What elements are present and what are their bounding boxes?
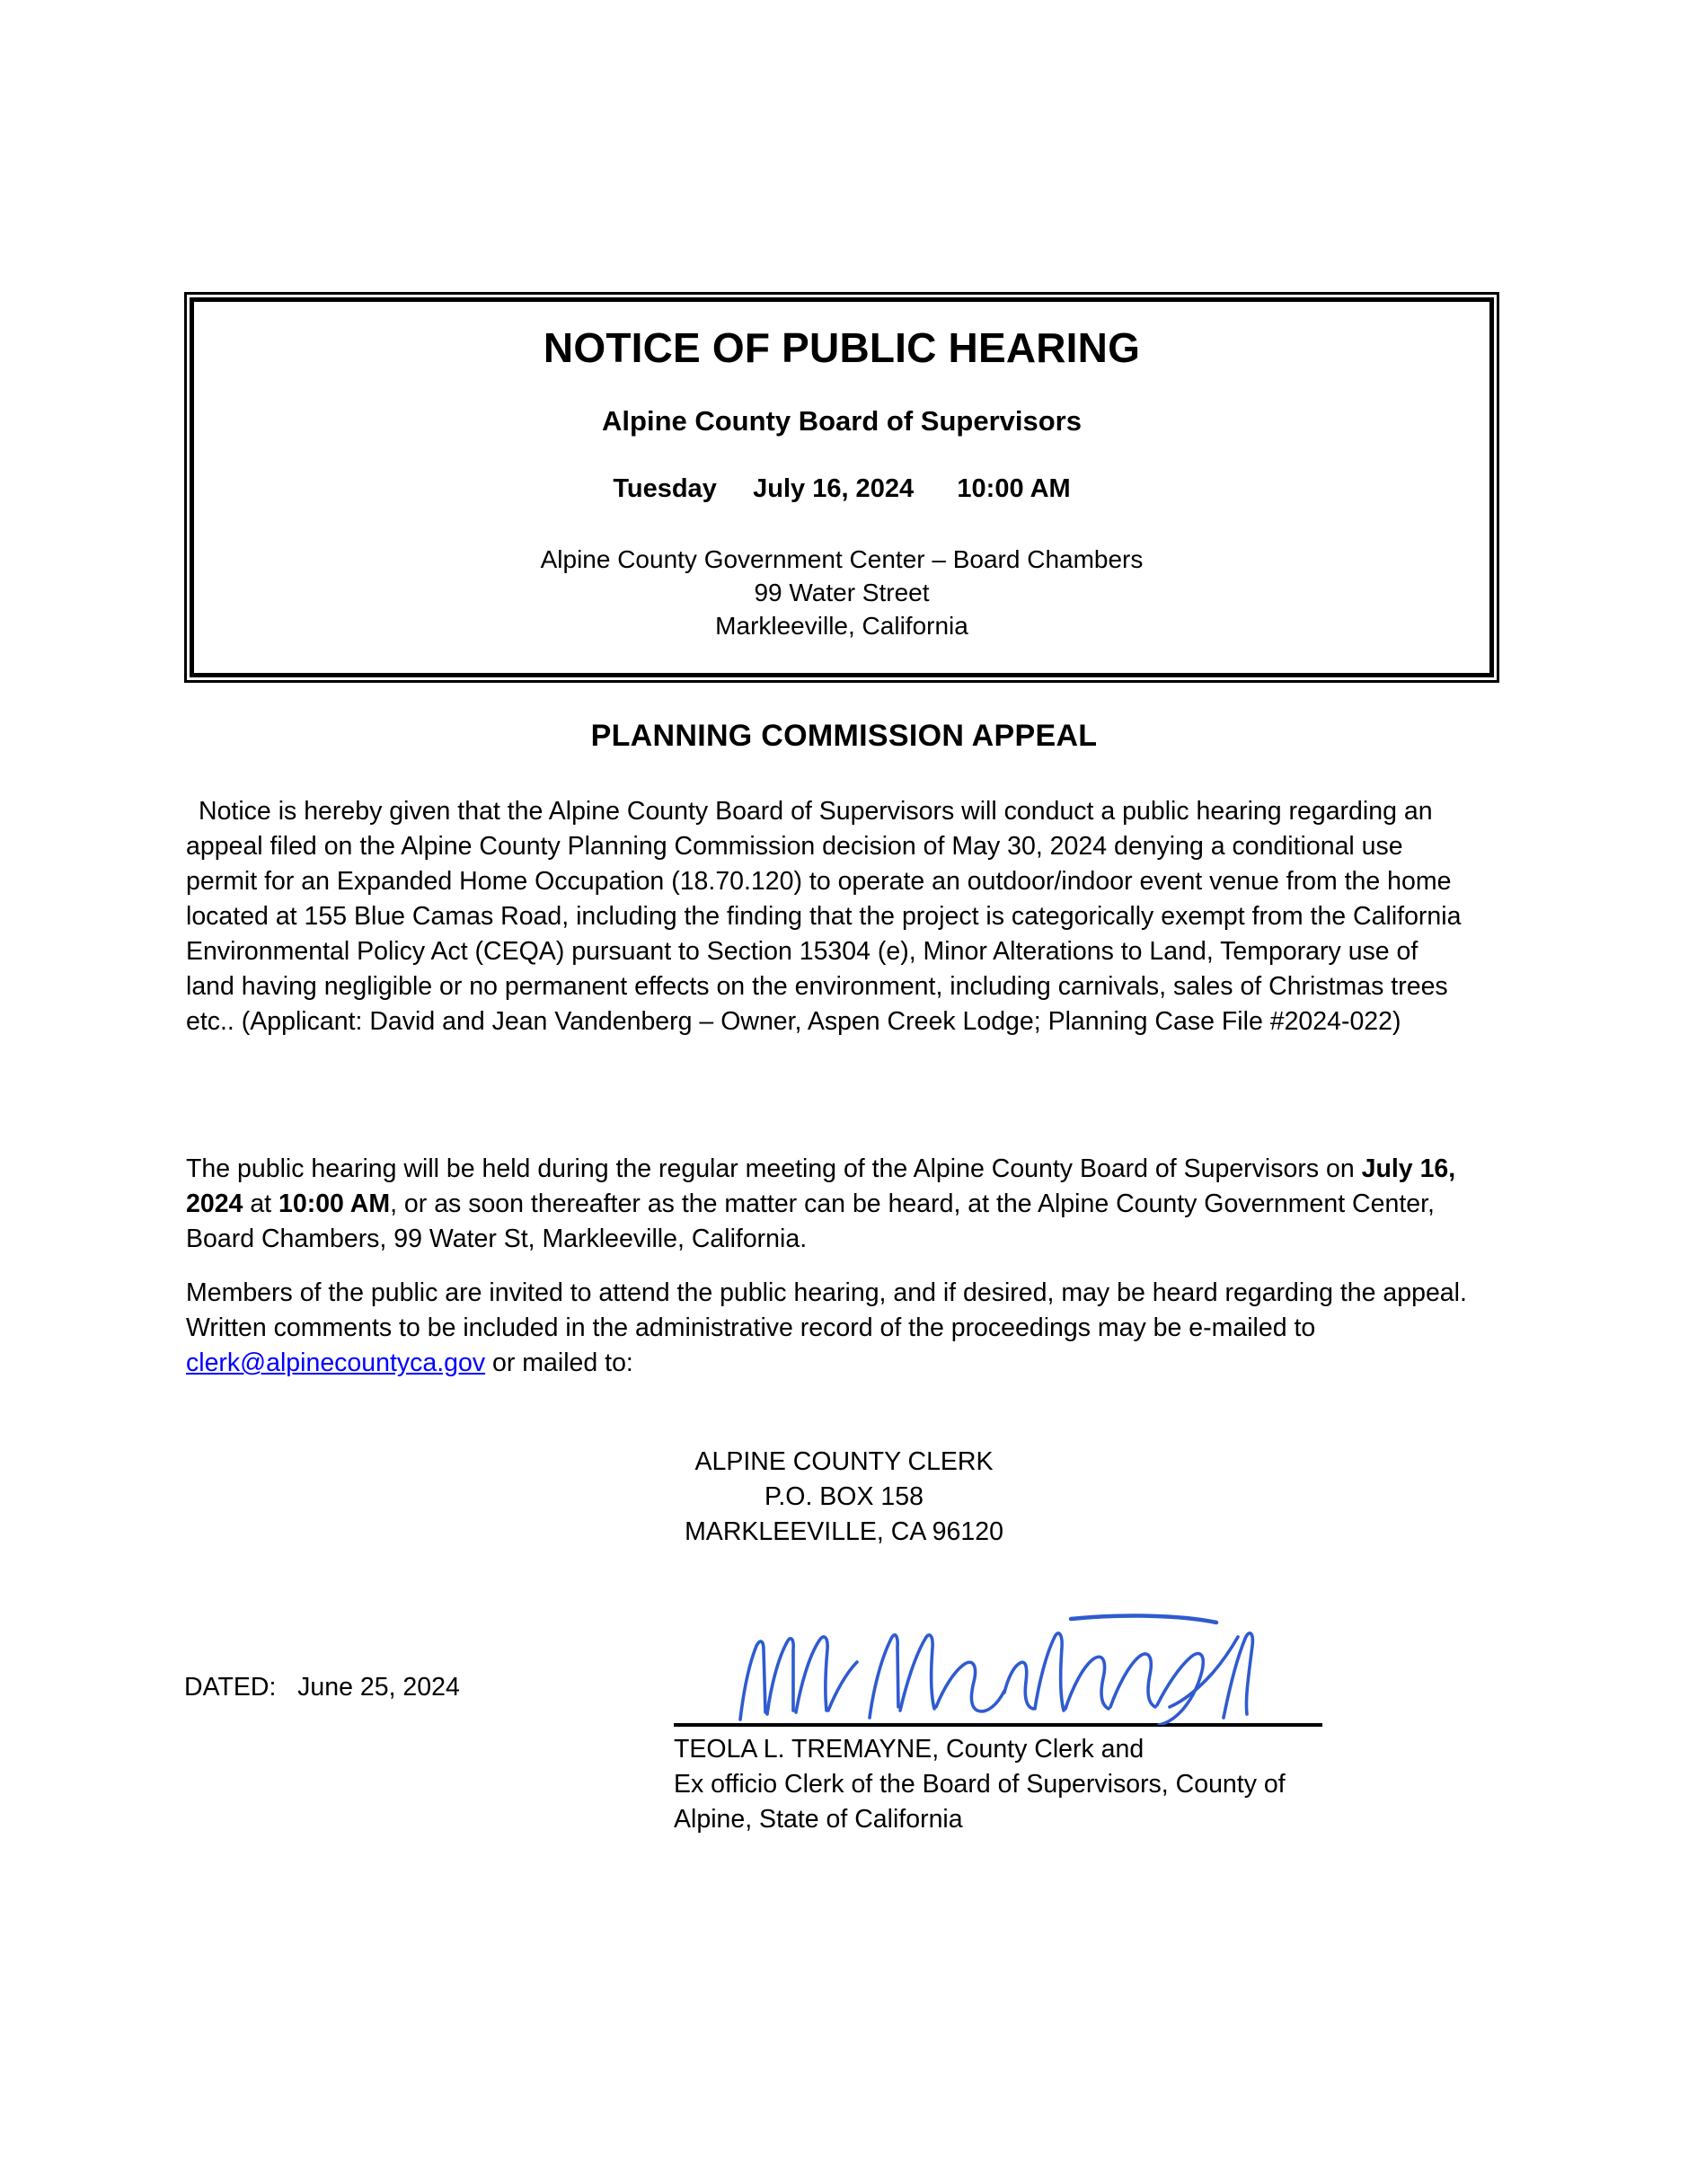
venue-line-2: 99 Water Street (754, 578, 930, 606)
paragraph-2-part-2: at (243, 1189, 279, 1218)
venue-line-1: Alpine County Government Center – Board Chambers (540, 544, 1144, 573)
paragraph-2-bold-date: July 16, 2024 (186, 1154, 1456, 1218)
notice-subtitle-board: Alpine County Board of Supervisors (602, 404, 1082, 437)
paragraph-3-part-1: Members of the public are invited to attend the public hearing, and if desired, may be heard regarding the appeal. Written comments to be included in the administrative record of the proceedings may be e-mailed to (186, 1278, 1467, 1342)
mailing-address-block (0, 1445, 1688, 1550)
signature-caption-line-3: Alpine, State of California (674, 1805, 963, 1834)
mailing-address-line-2: P.O. BOX 158 (764, 1482, 924, 1511)
notice-header-box-inner (190, 297, 1494, 677)
paragraph-3-part-2: or mailed to: (485, 1348, 633, 1377)
paragraph-hearing-logistics (186, 1152, 1469, 1257)
paragraph-2-text (186, 1152, 1469, 1257)
signature-ink-svg (674, 1599, 1330, 1725)
signature-caption-line-2: Ex officio Clerk of the Board of Supervisors, County of (674, 1770, 1286, 1799)
mailing-address-line-1: ALPINE COUNTY CLERK (694, 1447, 994, 1476)
handwritten-signature (674, 1599, 1330, 1725)
mailing-address-line-3: MARKLEEVILLE, CA 96120 (685, 1517, 1003, 1546)
paragraph-3-text (186, 1276, 1469, 1381)
venue-line-3: Markleeville, California (715, 611, 968, 640)
signature-block (674, 1599, 1330, 1837)
paragraph-2-part-3: , or as soon thereafter as the matter can be heard, at the Alpine County Government Center, Board Chambers, 99 Water St, Markleeville, California. (186, 1189, 1435, 1253)
paragraph-public-comment (186, 1276, 1469, 1381)
section-heading-planning-commission-appeal: PLANNING COMMISSION APPEAL (590, 719, 1098, 753)
paragraph-2-bold-time: 10:00 AM (278, 1189, 391, 1218)
paragraph-notice-details (186, 794, 1469, 1039)
notice-venue (212, 543, 1471, 643)
paragraph-1-text: Notice is hereby given that the Alpine County Board of Supervisors will conduct a public hearing regarding an appeal filed on the Alpine County Planning Commission decision of May 30, 2024 denying a conditional use permit for an Expanded Home Occupation (18.70.120) to operate an outdoor/indoor event venue from the home located at 155 Blue Camas Road, including the finding that the project is categorically exempt from the California Environmental Policy Act (CEQA) pursuant to Section 15304 (e), Minor Alterations to Land, Temporary use of land having negligible or no permanent effects on the environment, including carnivals, sales of Christmas trees etc.. (Applicant: David and Jean Vandenberg – Owner, Aspen Creek Lodge; Planning Case File #2024-022) (186, 797, 1462, 1036)
paragraph-2-part-1: The public hearing will be held during the regular meeting of the Alpine County Board of Supervisors on (186, 1154, 1362, 1183)
dated-line: DATED: June 25, 2024 (184, 1673, 460, 1702)
clerk-email-link[interactable]: clerk@alpinecountyca.gov (186, 1348, 486, 1377)
notice-header-box (184, 292, 1499, 683)
notice-datetime: Tuesday July 16, 2024 10:00 AM (613, 473, 1071, 503)
notice-title: NOTICE OF PUBLIC HEARING (543, 324, 1141, 371)
signature-caption (674, 1732, 1330, 1837)
signature-caption-line-1: TEOLA L. TREMAYNE, County Clerk and (674, 1735, 1144, 1764)
